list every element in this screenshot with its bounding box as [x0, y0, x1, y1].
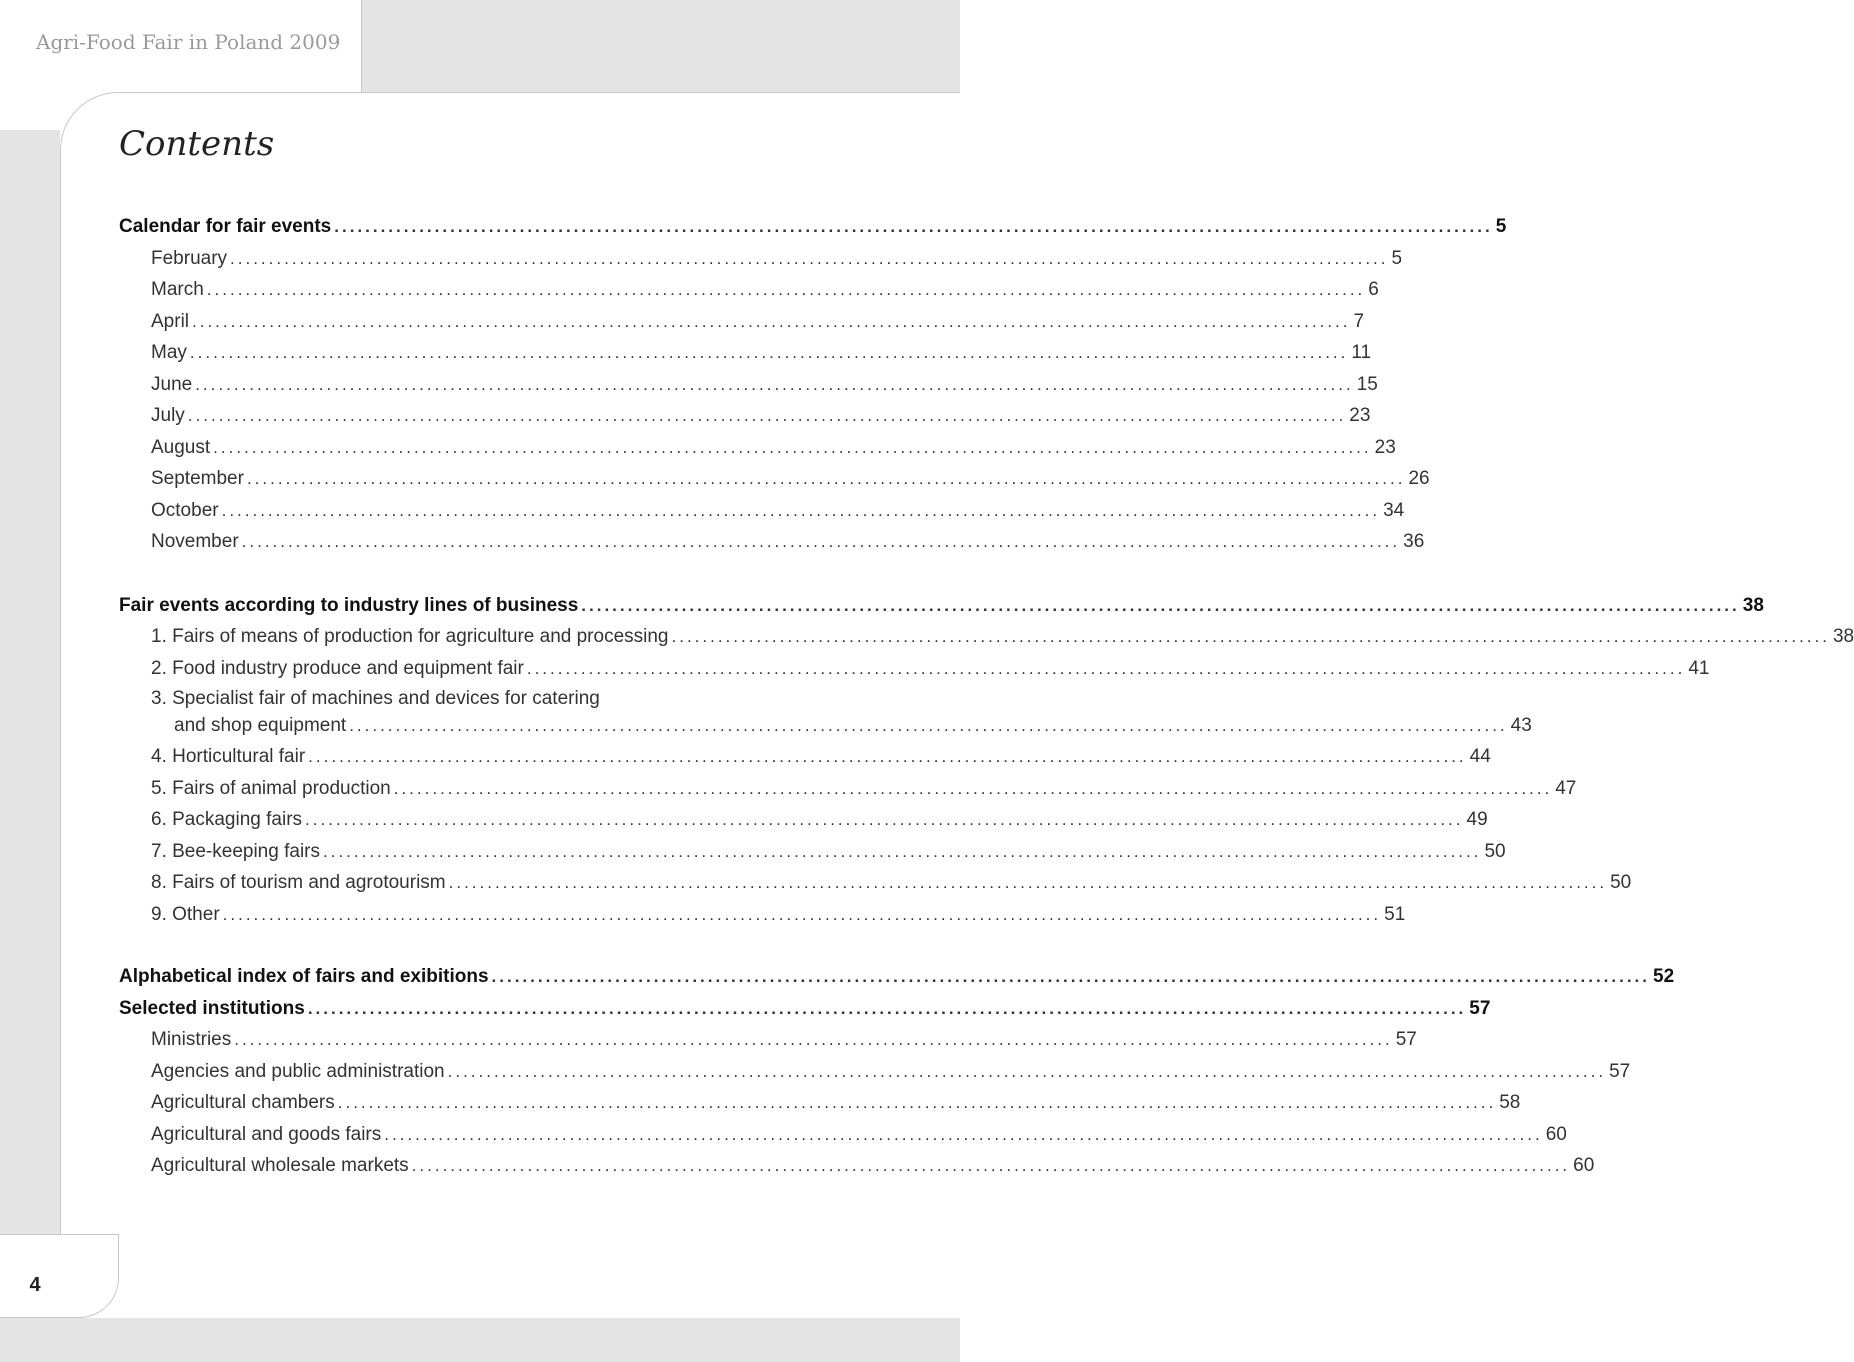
toc-entry-page: 26	[1408, 468, 1430, 489]
dot-leader: ......................................................................................................................................................	[189, 343, 1349, 362]
footer-band-left	[0, 1318, 119, 1362]
toc-entry-page: 5	[1495, 216, 1507, 237]
toc-entry[interactable]	[119, 900, 1406, 926]
toc-entry-label: June	[151, 374, 193, 395]
toc-entry-page: 11	[1351, 342, 1372, 363]
dot-leader: ......................................................................................................................................................	[411, 1156, 1571, 1175]
dot-leader: ......................................................................................................................................................	[234, 1030, 1393, 1049]
dot-leader: ......................................................................................................................................................	[221, 501, 1381, 520]
toc-entry[interactable]	[119, 962, 1675, 988]
toc-entry-label: 2. Food industry produce and equipment fair	[151, 658, 524, 679]
toc-entry-label: November	[151, 531, 239, 552]
dot-leader: ......................................................................................................................................................	[526, 659, 1686, 678]
dot-leader: ......................................................................................................................................................	[305, 810, 1464, 829]
toc-entry[interactable]	[119, 622, 1854, 648]
toc-entry-label: Agricultural chambers	[151, 1092, 335, 1113]
dot-leader: ......................................................................................................................................................	[337, 1093, 1497, 1112]
toc-entry[interactable]	[119, 464, 1430, 490]
header-divider	[361, 0, 362, 92]
page-number: 4	[29, 1274, 41, 1296]
toc-entry[interactable]	[119, 654, 1710, 680]
toc-entry[interactable]	[119, 1151, 1595, 1177]
page-number-tab	[0, 1234, 119, 1318]
dot-leader: ......................................................................................................................................................	[447, 1062, 1607, 1081]
toc-entry-label: 5. Fairs of animal production	[151, 778, 391, 799]
toc-entry[interactable]	[119, 837, 1506, 863]
toc-entry-page: 49	[1466, 809, 1488, 830]
left-margin-band	[0, 130, 60, 1235]
toc-entry[interactable]	[119, 742, 1491, 768]
toc-entry-page: 57	[1395, 1029, 1417, 1050]
toc-entry[interactable]	[119, 591, 1764, 617]
dot-leader: ......................................................................................................................................................	[323, 842, 1482, 861]
dot-leader: ......................................................................................................................................................	[448, 873, 1608, 892]
dot-leader: ......................................................................................................................................................	[581, 596, 1740, 615]
toc-entry-page: 60	[1573, 1155, 1595, 1176]
dot-leader: ......................................................................................................................................................	[491, 967, 1651, 986]
toc-entry-label: May	[151, 342, 187, 363]
toc-entry-page: 60	[1545, 1124, 1567, 1145]
toc-entry[interactable]	[119, 1120, 1567, 1146]
toc-entry-label: 8. Fairs of tourism and agrotourism	[151, 872, 446, 893]
toc-entry[interactable]	[119, 244, 1403, 270]
toc-entry[interactable]	[119, 275, 1379, 301]
toc-entry-page: 15	[1356, 374, 1378, 395]
dot-leader: ......................................................................................................................................................	[308, 747, 1467, 766]
toc-entry-page: 50	[1484, 841, 1506, 862]
toc-entry-page: 23	[1374, 437, 1396, 458]
toc-entry-label: Fair events according to industry lines of business	[119, 595, 579, 616]
toc-entry-label: Alphabetical index of fairs and exibitions	[119, 966, 489, 987]
toc-entry-label-continuation: and shop equipment	[174, 715, 347, 736]
footer-band	[119, 1318, 960, 1362]
page-title: Contents	[119, 124, 275, 164]
toc-entry-label: Agencies and public administration	[151, 1061, 445, 1082]
toc-entry[interactable]	[119, 711, 1532, 737]
toc-entry-label: 1. Fairs of means of production for agriculture and processing	[151, 626, 669, 647]
toc-entry[interactable]	[119, 433, 1396, 459]
header-band	[361, 0, 960, 92]
toc-entry-label: March	[151, 279, 204, 300]
toc-entry-label: August	[151, 437, 211, 458]
toc-entry-page: 43	[1510, 715, 1532, 736]
toc-entry-label: September	[151, 468, 244, 489]
toc-entry-label: 3. Specialist fair of machines and devices for catering	[151, 688, 600, 709]
toc-entry[interactable]	[119, 805, 1488, 831]
toc-entry-label: 6. Packaging fairs	[151, 809, 303, 830]
toc-entry[interactable]	[119, 307, 1365, 333]
toc-entry[interactable]	[119, 401, 1371, 427]
toc-entry-page: 5	[1391, 248, 1403, 269]
toc-entry-page: 6	[1368, 279, 1379, 300]
toc-entry-page: 34	[1383, 500, 1405, 521]
dot-leader: ......................................................................................................................................................	[349, 716, 1508, 735]
toc-entry-page: 57	[1469, 998, 1491, 1019]
toc-entry-page: 57	[1609, 1061, 1631, 1082]
toc-entry-label: 7. Bee-keeping fairs	[151, 841, 320, 862]
toc-entry-page: 38	[1742, 595, 1764, 616]
running-header: Agri-Food Fair in Poland 2009	[36, 30, 341, 54]
toc-entry-label: July	[151, 405, 185, 426]
toc-entry-page: 47	[1555, 778, 1577, 799]
toc-entry-label: Selected institutions	[119, 998, 305, 1019]
dot-leader: ......................................................................................................................................................	[195, 375, 1354, 394]
toc-entry-page: 50	[1610, 872, 1632, 893]
dot-leader: ......................................................................................................................................................	[230, 249, 1389, 268]
toc-entry-label: April	[151, 311, 190, 332]
toc-entry-page: 58	[1499, 1092, 1521, 1113]
toc-entry[interactable]	[119, 496, 1405, 522]
dot-leader: ......................................................................................................................................................	[206, 280, 1366, 299]
toc-entry[interactable]	[119, 1057, 1631, 1083]
dot-leader: ......................................................................................................................................................	[671, 627, 1830, 646]
toc-entry-label: Agricultural and goods fairs	[151, 1124, 382, 1145]
dot-leader: ......................................................................................................................................................	[393, 779, 1553, 798]
dot-leader: ......................................................................................................................................................	[222, 905, 1382, 924]
toc-entry[interactable]	[119, 370, 1378, 396]
toc-entry-page: 23	[1349, 405, 1371, 426]
dot-leader: ......................................................................................................................................................	[187, 406, 1347, 425]
toc-entry-page: 51	[1384, 904, 1406, 925]
toc-entry-label: 4. Horticultural fair	[151, 746, 306, 767]
toc-entry[interactable]	[119, 338, 1372, 364]
dot-leader: ......................................................................................................................................................	[213, 438, 1372, 457]
toc-entry-page: 52	[1653, 966, 1675, 987]
dot-leader: ......................................................................................................................................................	[246, 469, 1406, 488]
toc-entry[interactable]	[119, 212, 1507, 238]
toc-entry-page: 41	[1688, 658, 1710, 679]
toc-entry[interactable]	[119, 868, 1632, 894]
toc-entry-page: 44	[1469, 746, 1491, 767]
dot-leader: ......................................................................................................................................................	[241, 532, 1401, 551]
dot-leader: ......................................................................................................................................................	[192, 312, 1351, 331]
toc-entry[interactable]	[119, 1025, 1417, 1051]
toc-entry-label: Calendar for fair events	[119, 216, 332, 237]
toc-entry-label: Agricultural wholesale markets	[151, 1155, 409, 1176]
toc-entry-label: 9. Other	[151, 904, 220, 925]
toc-entry[interactable]	[119, 1088, 1521, 1114]
toc-entry-label: Ministries	[151, 1029, 232, 1050]
toc-entry-label: October	[151, 500, 219, 521]
dot-leader: ......................................................................................................................................................	[384, 1125, 1543, 1144]
toc-entry[interactable]	[119, 774, 1577, 800]
dot-leader: ......................................................................................................................................................	[307, 999, 1467, 1018]
dot-leader: ......................................................................................................................................................	[334, 217, 1493, 236]
toc-entry[interactable]	[119, 994, 1491, 1020]
toc-entry-page: 36	[1403, 531, 1425, 552]
toc-entry-page: 38	[1832, 626, 1854, 647]
toc-entry-label: February	[151, 248, 228, 269]
toc-entry[interactable]	[119, 527, 1425, 553]
toc-entry-page: 7	[1353, 311, 1365, 332]
